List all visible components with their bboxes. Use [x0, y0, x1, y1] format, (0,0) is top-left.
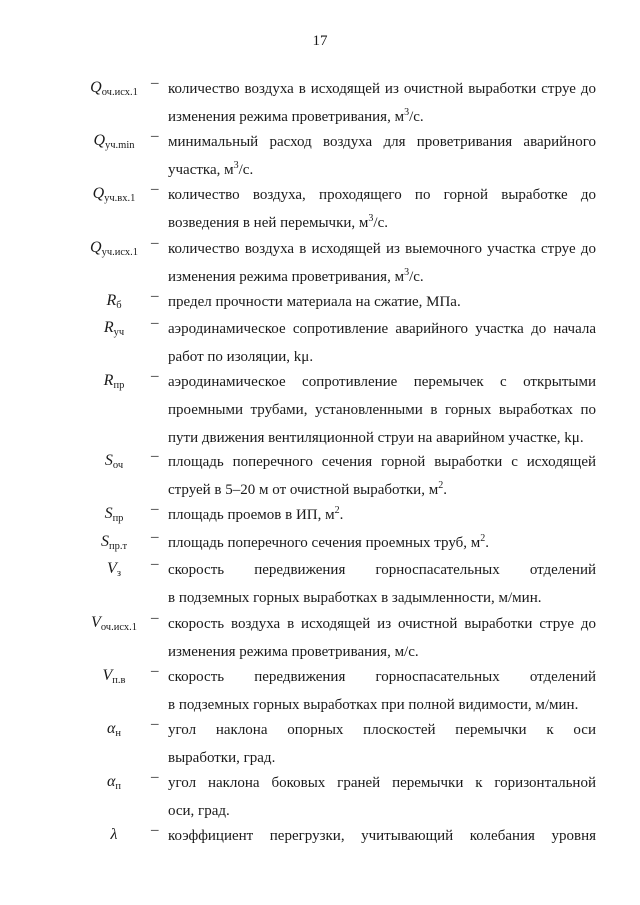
symbol: $V_{п.в}$ — [102, 667, 126, 686]
dash: – — [151, 181, 159, 197]
symbol: $\alpha_н$ — [106, 720, 122, 739]
symbol: $V_{оч.исх.1}$ — [91, 614, 137, 633]
definition: количество воздуха в исходящей из очистной выработки струе до изменения режима проветривания, $м^3/с$. — [168, 81, 596, 125]
dash: – — [151, 822, 159, 838]
dash: – — [151, 75, 159, 91]
symbol: $Q_{уч.min}$ — [93, 132, 135, 151]
definition: минимальный расход воздуха для проветривания аварийного участка, $м^3/с$. — [168, 134, 596, 178]
symbol: $R_{пр}$ — [103, 372, 125, 391]
symbol: $R_{уч}$ — [103, 319, 125, 338]
definition: площадь поперечного сечения горной выработки с исходящей струей в 5–20 м от очистной выработки, $м^2$. — [168, 454, 596, 498]
dash: – — [151, 556, 159, 572]
dash: – — [151, 663, 159, 679]
dash: – — [151, 769, 159, 785]
definition: угол наклона боковых граней перемычки к горизонтальной оси, град. — [168, 775, 596, 819]
definition: скорость воздуха в исходящей из очистной выработки струе до изменения режима проветривания, м/с. — [168, 616, 596, 660]
dash: – — [151, 288, 159, 304]
definition: количество воздуха в исходящей из выемочного участка струе до изменения режима проветривания, $м^3/с$. — [168, 241, 596, 285]
definition: скорость передвижения горноспасательных отделений в подземных горных выработках при полной видимости, м/мин. — [168, 669, 596, 713]
symbol: $R_б$ — [106, 292, 122, 311]
dash: – — [151, 716, 159, 732]
symbol: $S_{пр}$ — [104, 505, 124, 524]
dash: – — [151, 610, 159, 626]
dash: – — [151, 529, 159, 545]
dash: – — [151, 315, 159, 331]
dash: – — [151, 448, 159, 464]
symbol: $S_{пр.т}$ — [100, 533, 128, 552]
symbol: $Q_{уч.исх.1}$ — [90, 239, 138, 258]
symbol: $Q_{уч.вх.1}$ — [92, 185, 136, 204]
definition: скорость передвижения горноспасательных отделений в подземных горных выработках в задымленности, м/мин. — [168, 562, 596, 606]
page-number: 17 — [312, 33, 328, 49]
definition: аэродинамическое сопротивление аварийного участка до начала работ по изоляции, kμ. — [168, 321, 596, 365]
symbol: $Q_{оч.исх.1}$ — [90, 79, 138, 98]
dash: – — [151, 235, 159, 251]
definition: коэффициент перегрузки, учитывающий колебания уровня — [168, 828, 596, 844]
symbol: $V_з$ — [107, 560, 121, 579]
definition: площадь проемов в ИП, $м^2$. — [168, 505, 344, 523]
symbol: $S_{оч}$ — [104, 452, 124, 471]
definition: угол наклона опорных плоскостей перемычки к оси выработки, град. — [168, 722, 596, 766]
symbol: $\alpha_п$ — [106, 773, 122, 792]
definition: площадь поперечного сечения проемных труб, $м^2$. — [168, 533, 490, 551]
dash: – — [151, 128, 159, 144]
dash: – — [151, 501, 159, 517]
dash: – — [151, 368, 159, 384]
definition: количество воздуха, проходящего по горной выработке до возведения в ней перемычки, $м^3/с$. — [168, 187, 596, 231]
definition: предел прочности материала на сжатие, МПа. — [168, 294, 461, 310]
definition: аэродинамическое сопротивление перемычек с открытыми проемными трубами, установленными в горных выработках по пути движения вентиляционной струи на аварийном участке, kμ. — [168, 374, 596, 446]
symbol: λ — [110, 826, 118, 843]
